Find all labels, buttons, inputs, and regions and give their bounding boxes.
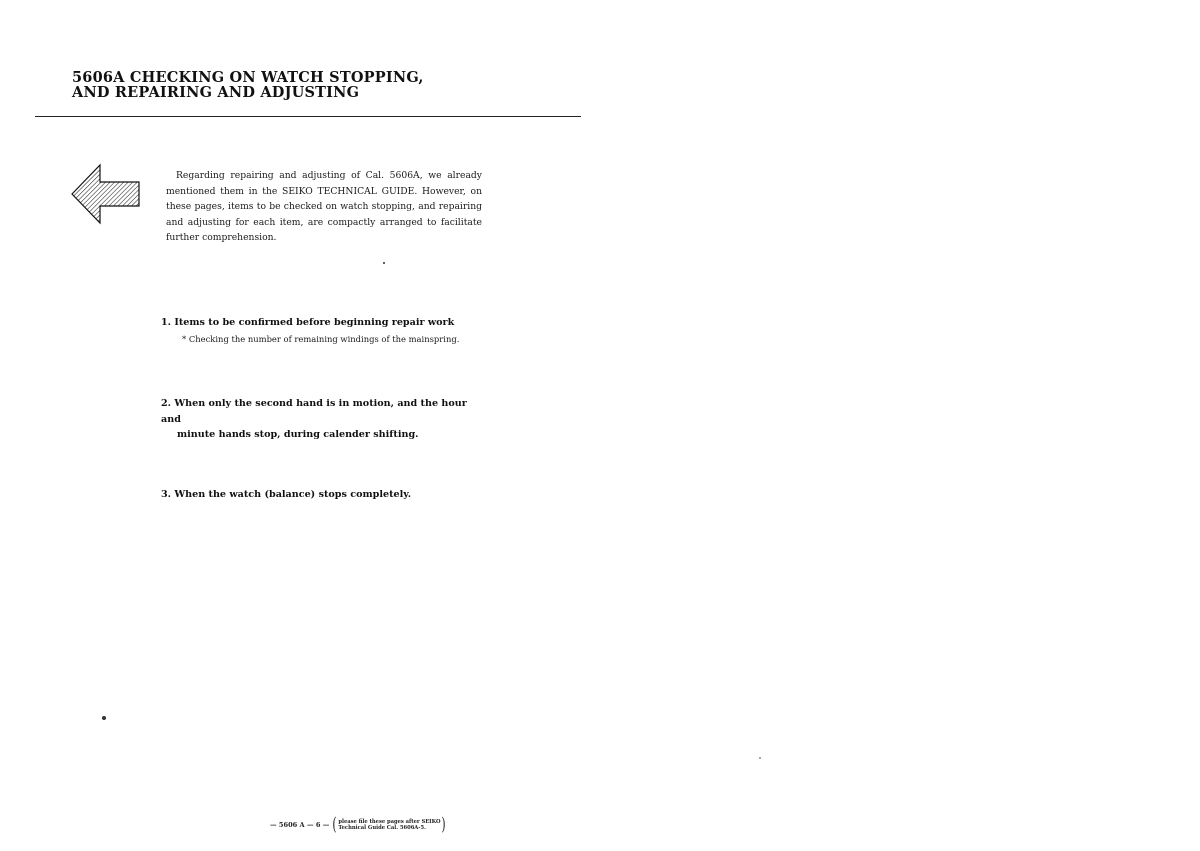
list-item [161,315,483,331]
scan-speck [383,262,385,264]
item-number: 3. [161,489,172,500]
scan-speck [102,716,106,720]
item-number: 2. [161,398,172,409]
item-heading: When only the second hand is in motion, and the hour and [161,398,467,425]
intro-paragraph: Regarding repairing and adjusting of Cal. 5606A, we already mentioned them in the SEIKO TECHNICAL GUIDE. However, on these pages, items to be checked on watch stopping, and repairing and adjusting for each item, are compactly arranged to facilitate further comprehension. [166,170,482,243]
page-footer [270,815,448,835]
footer-close-paren: ) [441,814,447,835]
item-heading: When the watch (balance) stops completely. [174,489,412,500]
page-title [72,70,424,100]
footer-filing-note [338,819,440,832]
footer-note-line-2: Technical Guide Cal. 5606A-5. [338,825,426,831]
item-number: 1. [161,317,172,328]
footer-open-paren: ( [332,814,337,835]
item-heading-continued: minute hands stop, during calender shifting. [177,429,419,440]
footer-note-line-1: please file these pages after SEIKO [338,818,441,825]
list-item [161,396,483,443]
title-divider [35,116,581,117]
scan-speck [759,757,761,759]
item-heading: Items to be confirmed before beginning repair work [174,317,455,328]
page-title-line-2: AND REPAIRING AND ADJUSTING [72,84,360,101]
item-sub-note: * Checking the number of remaining windings of the mainspring. [182,334,460,344]
page-number: — 5606 A — 6 — [270,821,330,829]
left-arrow-icon [70,163,142,225]
page-title-line-1: 5606A CHECKING ON WATCH STOPPING, [72,69,424,86]
list-item [161,487,483,503]
